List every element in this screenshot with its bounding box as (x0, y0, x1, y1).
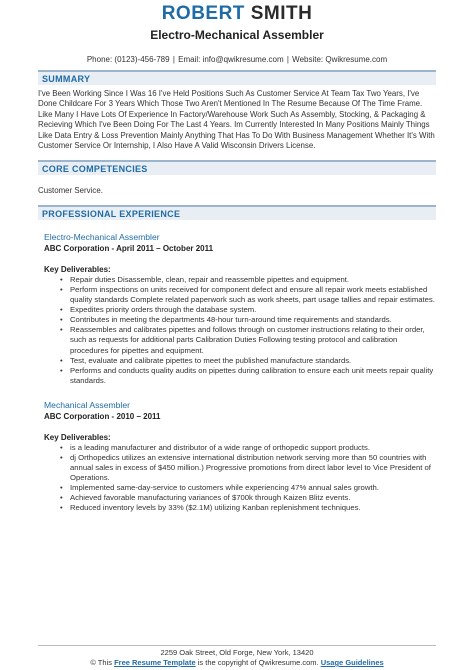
job-entry (0, 400, 474, 514)
contact-separator: | (286, 55, 289, 64)
candidate-name (0, 3, 474, 25)
footer-address: 2259 Oak Street, Old Forge, New York, 13420 (38, 645, 436, 657)
summary-text: I've Been Working Since I Was 16 I've Held Positions Such As Customer Service At Team Tax Two Years, I've Done Childcare For 3 Years Which Those Two Aren't Mentioned In The Resume Because Of The Time Frame. Like Many I Have Lots Of Experience In Factory/Warehouse Work Such As Assembly, Stocking, & Packaging & Recieving Which I've Been Doing For The Last 4 Years. Im Currently Interested In Many Positions Mainly Things Like Data Entry & Loss Prevention Mainly Anything That Has To Do With Business Management Whether It's With Customer Service Or Internship, I Also Have A Valid Wisconsin Drivers License. (38, 89, 435, 151)
list-item: • Perform inspections on units received for component defect and ensure all repair work meets established quality standards Complete related paperwork such as work sheets, part usage tallies and repair estimates. (60, 285, 436, 305)
deliverables-list (60, 443, 436, 514)
experience-heading: PROFESSIONAL EXPERIENCE (38, 205, 436, 220)
resume-header (0, 0, 474, 64)
credit-prefix: © This (90, 658, 112, 667)
job-title: Mechanical Assembler (44, 399, 130, 410)
email-text[interactable]: Email: info@qwikresume.com (178, 55, 284, 64)
page-footer (0, 645, 474, 667)
deliverables-label: Key Deliverables: (44, 264, 111, 274)
list-item: • Test, evaluate and calibrate pipettes to meet the published manufacture standards. (60, 356, 436, 366)
list-item: • Contributes in meeting the departments 48-hour turn-around time requirements and standards. (60, 315, 436, 325)
job-company: ABC Corporation - 2010 – 2011 (44, 411, 161, 421)
list-item: • Repair duties Disassemble, clean, repair and reassemble pipettes and equipment. (60, 275, 436, 285)
list-item: • Reduced inventory levels by 33% ($2.1M) utilizing Kanban replenishment techniques. (60, 503, 436, 513)
job-entry (0, 232, 474, 386)
last-name: SMITH (250, 3, 313, 24)
summary-heading: SUMMARY (38, 70, 436, 85)
candidate-job-title: Electro-Mechanical Assembler (150, 28, 324, 42)
credit-middle: is the copyright of Qwikresume.com. (197, 658, 319, 667)
list-item: • Implemented same-day-service to customers while experiencing 47% annual sales growth. (60, 483, 436, 493)
job-company: ABC Corporation - April 2011 – October 2011 (44, 243, 214, 253)
phone-text: Phone: (0123)-456-789 (86, 55, 170, 64)
usage-guidelines-link[interactable]: Usage Guidelines (320, 658, 384, 667)
core-competencies-heading: CORE COMPETENCIES (38, 160, 436, 175)
contact-line (0, 55, 474, 64)
list-item: • Achieved favorable manufacturing variances of $700k through Kaizen Blitz events. (60, 493, 436, 503)
core-competencies-text: Customer Service. (38, 186, 103, 196)
deliverables-list (60, 275, 436, 386)
job-title: Electro-Mechanical Assembler (44, 231, 160, 242)
list-item: • Reassembles and calibrates pipettes and follows through on customer instructions relating to their order, such as requests for additional parts Calibration Duties Following testing protocol and calibration procedures for pipettes and equipment. (60, 325, 436, 355)
website-text[interactable]: Website: Qwikresume.com (292, 55, 388, 64)
list-item: • Expedites priority orders through the database system. (60, 305, 436, 315)
list-item: • dj Orthopedics utilizes an extensive international distribution network serving more than 50 countries with annual sales in excess of $450 million.) Progressive promotions from direct labor level to Vice President of Operations. (60, 453, 436, 483)
contact-separator: | (172, 55, 175, 64)
free-resume-template-link[interactable]: Free Resume Template (114, 658, 196, 667)
list-item: • is a leading manufacturer and distributor of a wide range of orthopedic support products. (60, 443, 436, 453)
footer-credit (0, 658, 474, 667)
deliverables-label: Key Deliverables: (44, 432, 111, 442)
first-name: ROBERT (161, 3, 245, 24)
list-item: • Performs and conducts quality audits on pipettes during calibration to ensure each unit meets repair quality standards. (60, 366, 436, 386)
